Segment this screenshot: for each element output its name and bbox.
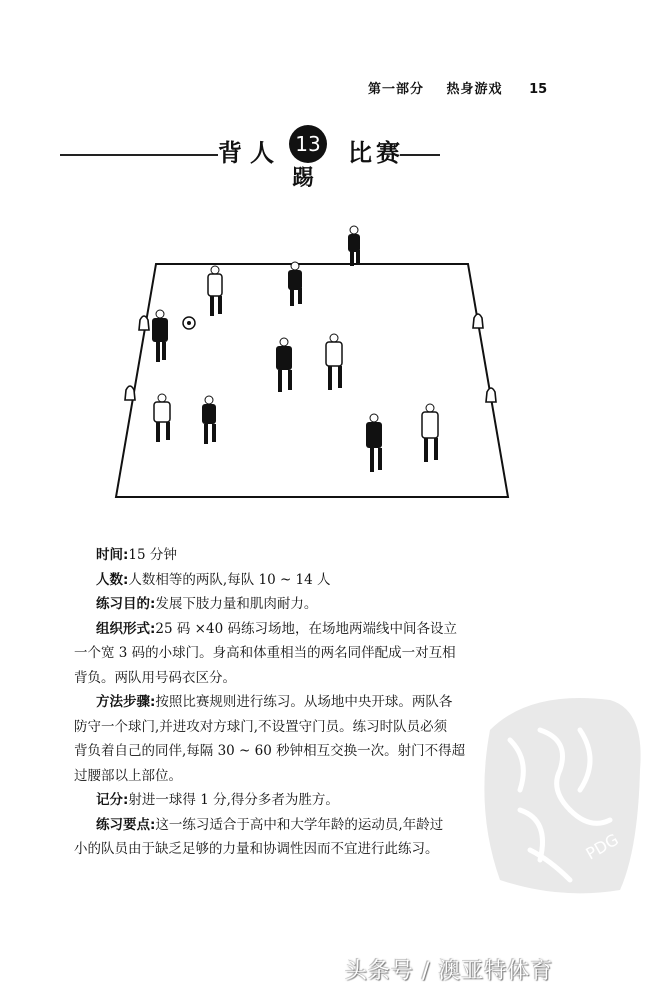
- title-rule-right: [400, 154, 440, 156]
- field-diagram: [110, 220, 530, 510]
- field-outline: [116, 264, 508, 497]
- watermark-text: PDG: [582, 829, 622, 864]
- title-char: 比: [348, 139, 372, 167]
- title-char: 背: [218, 139, 242, 167]
- footer-brand-watermark: 头条号 / 澳亚特体育: [345, 959, 554, 984]
- section-organization: [74, 617, 566, 691]
- section-text-line: 背负。两队用号码衣区分。: [74, 669, 236, 686]
- section-label: 练习目的:: [96, 596, 156, 612]
- section-label: 组织形式:: [96, 620, 156, 637]
- section-text-line: 这一练习适合于高中和大学年龄的运动员,年龄过: [155, 816, 444, 833]
- section-label: 记分:: [96, 792, 129, 808]
- section-text-line: 按照比赛规则进行练习。从场地中央开球。两队各: [155, 694, 453, 710]
- page-number: 15: [529, 82, 548, 97]
- section-text-line: 过腰部以上部位。: [74, 767, 182, 784]
- section-text-line: 一个宽 3 码的小球门。身高和体重相当的两名同伴配成一对互相: [74, 645, 456, 661]
- section-text: 发展下肢力量和肌肉耐力。: [155, 596, 318, 612]
- section-time: [96, 543, 566, 568]
- player-pair-icon: [152, 226, 438, 472]
- section-text-line: 背负着自己的同伴,每隔 30 ~ 60 秒钟相互交换一次。射门不得超: [74, 743, 466, 759]
- soccer-ball-icon: [183, 317, 195, 329]
- section-text: 15 分钟: [128, 547, 177, 563]
- section-text-line: 小的队员由于缺乏足够的力量和协调性因而不宜进行此练习。: [74, 841, 439, 857]
- section-text-line: 防守一个球门,并进攻对方球门,不设置守门员。练习时队员必须: [74, 718, 448, 735]
- title-char: 人: [250, 139, 274, 167]
- title-char: 赛: [376, 139, 400, 167]
- section-label: 练习要点:: [96, 816, 156, 833]
- section-text: 射进一球得 1 分,得分多者为胜方。: [128, 792, 339, 808]
- section-text-line: 25 码 ×40 码练习场地，在场地两端线中间各设立: [155, 620, 457, 637]
- goal-cone-icon: [125, 314, 496, 402]
- title-rule-left: [60, 154, 218, 156]
- section-label: 人数:: [96, 571, 129, 588]
- section-players: [96, 568, 566, 593]
- section-label: 时间:: [96, 547, 129, 563]
- exercise-number-badge: 13: [289, 125, 327, 163]
- title-char: 踢: [292, 166, 315, 191]
- section-objective: [96, 592, 566, 617]
- running-head-part: 第一部分: [368, 82, 425, 97]
- chapter-title: [60, 125, 440, 195]
- section-label: 方法步骤:: [96, 694, 156, 710]
- running-head-section: 热身游戏: [446, 82, 503, 97]
- running-head: [368, 78, 547, 97]
- section-text: 人数相等的两队,每队 10 ~ 14 人: [128, 571, 331, 588]
- pdg-watermark-stamp: [470, 690, 650, 900]
